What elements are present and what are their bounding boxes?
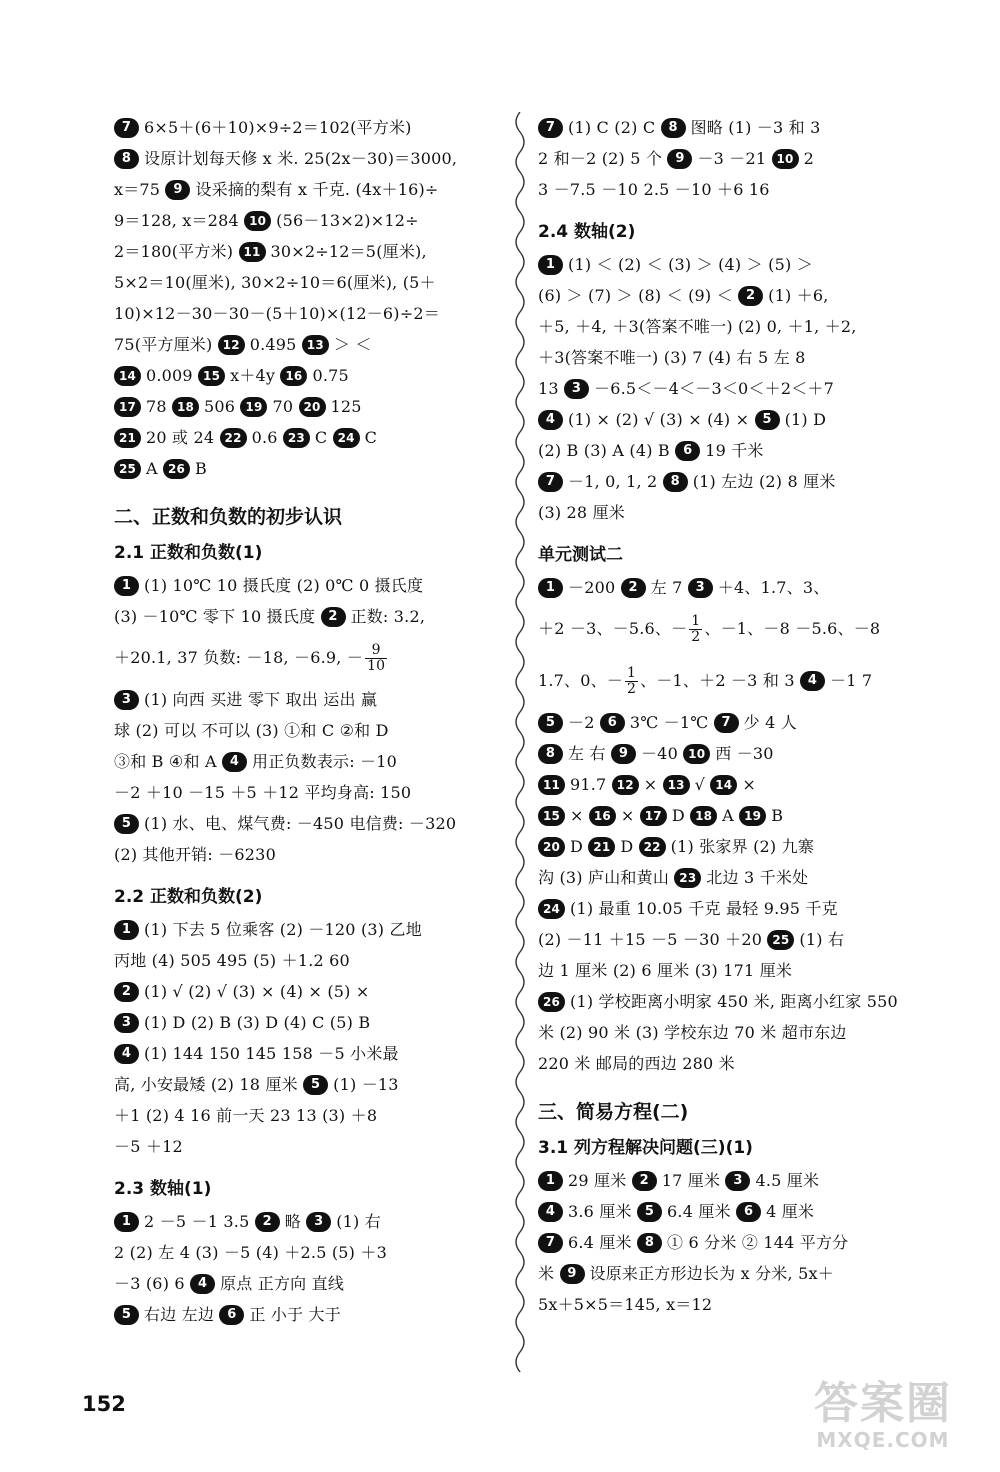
answer-text: 220 米 邮局的西边 280 米 xyxy=(538,1054,735,1073)
answer-text: 2 (2) 左 4 (3) －5 (4) ＋2.5 (5) ＋3 xyxy=(114,1243,387,1262)
question-number-badge: 8 xyxy=(637,1233,662,1253)
answer-text: 左 右 xyxy=(568,744,611,763)
answer-text: (1) ＜ (2) ＜ (3) ＞ (4) ＞ (5) ＞ xyxy=(568,255,813,274)
answer-text: 506 xyxy=(204,397,241,416)
question-number-badge: 17 xyxy=(114,397,141,417)
answer-text: 右边 左边 xyxy=(144,1305,220,1324)
answers-block-top-right xyxy=(538,112,934,205)
answer-line xyxy=(114,976,506,1007)
answer-text: (2) －11 ＋15 －5 －30 ＋20 xyxy=(538,930,768,949)
question-number-badge: 7 xyxy=(114,118,139,138)
answer-text: 设原计划每天修 x 米. 25(2x－30)＝3000, xyxy=(144,149,458,168)
answer-text: 少 4 人 xyxy=(743,713,797,732)
answer-text: 17 厘米 xyxy=(661,1171,726,1190)
answer-line xyxy=(538,831,934,862)
question-number-badge: 3 xyxy=(725,1171,750,1191)
answer-text: ＋3(答案不唯一) (3) 7 (4) 右 5 左 8 xyxy=(538,348,806,367)
answer-text: 米 (2) 90 米 (3) 学校东边 70 米 超市东边 xyxy=(538,1023,847,1042)
question-number-badge: 24 xyxy=(538,899,565,919)
question-number-badge: 20 xyxy=(538,837,565,857)
answer-text: ＋4、1.7、3、 xyxy=(717,578,830,597)
answer-line xyxy=(538,1165,934,1196)
answer-text: －200 xyxy=(568,578,621,597)
answer-text: 4 厘米 xyxy=(766,1202,815,1221)
answer-text: (1) 右 xyxy=(799,930,845,949)
answer-text: 91.7 xyxy=(570,775,612,794)
answer-text: (3) 28 厘米 xyxy=(538,503,625,522)
answer-line xyxy=(114,684,506,715)
answer-text: 高, 小安最矮 (2) 18 厘米 xyxy=(114,1075,304,1094)
answer-text: 左 7 xyxy=(650,578,688,597)
answer-text: －3 (6) 6 xyxy=(114,1274,191,1293)
answer-text: 北边 3 千米处 xyxy=(706,868,809,887)
answer-line xyxy=(538,174,934,205)
answer-text: 西 －30 xyxy=(715,744,774,763)
unit-test-line-1 xyxy=(538,572,934,603)
question-number-badge: 1 xyxy=(538,1171,563,1191)
question-number-badge: 21 xyxy=(114,428,141,448)
question-number-badge: 3 xyxy=(114,1013,139,1033)
answer-line xyxy=(538,986,934,1017)
question-number-badge: 16 xyxy=(589,806,616,826)
answer-text: 米 xyxy=(538,1264,560,1283)
question-number-badge: 4 xyxy=(538,410,563,430)
answer-line xyxy=(538,112,934,143)
question-number-badge: 22 xyxy=(639,837,666,857)
question-number-badge: 23 xyxy=(283,428,310,448)
answer-line xyxy=(114,360,506,391)
answer-line xyxy=(114,570,506,601)
question-number-badge: 6 xyxy=(736,1202,761,1222)
answer-text: 正 小于 大于 xyxy=(249,1305,341,1324)
answer-text: (1) D (2) B (3) D (4) C (5) B xyxy=(144,1013,371,1032)
answer-line xyxy=(538,143,934,174)
answer-line xyxy=(114,601,506,632)
question-number-badge: 14 xyxy=(710,775,737,795)
answer-text: 20 或 24 xyxy=(146,428,220,447)
watermark-logo: 答案圈 MXQE.COM xyxy=(814,1378,952,1452)
question-number-badge: 3 xyxy=(688,578,713,598)
question-number-badge: 11 xyxy=(239,242,266,262)
question-number-badge: 7 xyxy=(538,118,563,138)
answer-line xyxy=(538,1227,934,1258)
answer-text: 球 (2) 可以 不可以 (3) ①和 C ②和 D xyxy=(114,721,389,740)
answer-text: × xyxy=(742,775,756,794)
answer-line xyxy=(538,1048,934,1079)
answer-text: 5×2＝10(厘米), 30×2÷10＝6(厘米), (5＋ xyxy=(114,273,436,292)
question-number-badge: 19 xyxy=(240,397,267,417)
answer-line xyxy=(114,422,506,453)
answer-line xyxy=(114,1007,506,1038)
answer-line xyxy=(538,1289,934,1320)
answer-text: B xyxy=(195,459,208,478)
answer-text: √ xyxy=(694,775,711,794)
answer-line xyxy=(114,777,506,808)
answer-text: ③和 B ④和 A xyxy=(114,752,223,771)
question-number-badge: 5 xyxy=(114,814,139,834)
answer-text: 正数: 3.2, xyxy=(350,607,426,626)
answer-text: (1) C (2) C xyxy=(568,118,661,137)
question-number-badge: 25 xyxy=(114,459,141,479)
answer-text: 125 xyxy=(330,397,362,416)
question-number-badge: 4 xyxy=(538,1202,563,1222)
question-number-badge: 13 xyxy=(663,775,690,795)
answer-line xyxy=(114,329,506,360)
answer-text: (1) 向西 买进 零下 取出 运出 赢 xyxy=(144,690,378,709)
answer-line xyxy=(114,143,506,174)
answers-2-1-c xyxy=(114,684,506,870)
answer-line xyxy=(538,373,934,404)
subsection-title-2-4: 2.4 数轴(2) xyxy=(538,222,636,242)
answer-line xyxy=(538,572,934,603)
question-number-badge: 9 xyxy=(611,744,636,764)
answer-text: －2 ＋10 －15 ＋5 ＋12 平均身高: 150 xyxy=(114,783,412,802)
question-number-badge: 21 xyxy=(588,837,615,857)
question-number-badge: 8 xyxy=(663,472,688,492)
question-number-badge: 7 xyxy=(538,1233,563,1253)
answer-text: A xyxy=(146,459,164,478)
answer-text: 2 －5 －1 3.5 xyxy=(144,1212,255,1231)
answer-text: 29 厘米 xyxy=(568,1171,632,1190)
answer-line-fraction: ＋20.1, 37 负数: －18, －6.9, － $\frac{9}{10}$ xyxy=(114,642,386,674)
unit-test-rest xyxy=(538,707,934,1079)
answer-text: 78 xyxy=(146,397,173,416)
answers-2-1-a xyxy=(114,570,506,601)
answer-text: (1) √ (2) √ (3) × (4) × (5) × xyxy=(144,982,370,1001)
answer-line xyxy=(114,205,506,236)
answer-text: －2 xyxy=(568,713,600,732)
answer-line xyxy=(538,707,934,738)
section-title-2: 二、正数和负数的初步认识 xyxy=(114,506,343,528)
answer-text: ＋1 (2) 4 16 前一天 23 13 (3) ＋8 xyxy=(114,1106,378,1125)
question-number-badge: 16 xyxy=(280,366,307,386)
answer-line xyxy=(114,1299,506,1330)
answer-text: －6.5＜－4＜－3＜0＜＋2＜＋7 xyxy=(594,379,834,398)
answer-text: 30×2÷12＝5(厘米), xyxy=(270,242,427,261)
question-number-badge: 10 xyxy=(772,149,799,169)
answer-text: (1) D xyxy=(784,410,827,429)
answer-line xyxy=(114,839,506,870)
question-number-badge: 12 xyxy=(218,335,245,355)
answer-text: (1) ＋6, xyxy=(768,286,829,305)
answer-text: 沟 (3) 庐山和黄山 xyxy=(538,868,675,887)
answer-text: 3.6 厘米 xyxy=(568,1202,638,1221)
question-number-badge: 1 xyxy=(114,576,139,596)
answer-text: × xyxy=(620,806,640,825)
question-number-badge: 2 xyxy=(255,1212,280,1232)
answer-line xyxy=(538,466,934,497)
question-number-badge: 26 xyxy=(538,992,565,1012)
answer-text: (1) 右 xyxy=(336,1212,381,1231)
question-number-badge: 8 xyxy=(538,744,563,764)
question-number-badge: 18 xyxy=(172,397,199,417)
answer-line xyxy=(114,267,506,298)
question-number-badge: 7 xyxy=(714,713,739,733)
answer-line xyxy=(538,924,934,955)
answers-block-top xyxy=(114,112,506,484)
answer-line xyxy=(538,893,934,924)
answer-text: －1 7 xyxy=(830,671,873,690)
answers-2-2 xyxy=(114,914,506,1162)
question-number-badge: 7 xyxy=(538,472,563,492)
answer-text: (6) ＞ (7) ＞ (8) ＜ (9) ＜ xyxy=(538,286,739,305)
fraction-9-10: $\frac{9}{10}$ xyxy=(367,642,386,674)
question-number-badge: 10 xyxy=(244,211,271,231)
answer-line xyxy=(114,298,506,329)
answer-line xyxy=(114,914,506,945)
question-number-badge: 5 xyxy=(538,713,563,733)
answer-text: 19 千米 xyxy=(705,441,764,460)
answer-text: 2 xyxy=(803,149,814,168)
question-number-badge: 22 xyxy=(220,428,247,448)
question-number-badge: 5 xyxy=(114,1305,139,1325)
question-number-badge: 8 xyxy=(114,149,139,169)
answer-line xyxy=(114,1206,506,1237)
question-number-badge: 14 xyxy=(114,366,141,386)
answer-text: (1) 下去 5 位乘客 (2) －120 (3) 乙地 xyxy=(144,920,422,939)
page-number: 152 xyxy=(82,1392,126,1416)
subsection-title-2-1: 2.1 正数和负数(1) xyxy=(114,543,263,563)
question-number-badge: 3 xyxy=(306,1212,331,1232)
question-number-badge: 9 xyxy=(667,149,692,169)
question-number-badge: 5 xyxy=(303,1075,328,1095)
question-number-badge: 4 xyxy=(114,1044,139,1064)
answer-line xyxy=(538,1017,934,1048)
answer-text: (1) × (2) √ (3) × (4) × xyxy=(568,410,755,429)
answer-text: －5 ＋12 xyxy=(114,1137,183,1156)
question-number-badge: 17 xyxy=(640,806,667,826)
question-number-badge: 6 xyxy=(219,1305,244,1325)
question-number-badge: 9 xyxy=(165,180,190,200)
answer-text: (1) 10℃ 10 摄氏度 (2) 0℃ 0 摄氏度 xyxy=(144,576,424,595)
answer-line xyxy=(538,738,934,769)
answer-text: (2) B (3) A (4) B xyxy=(538,441,676,460)
answer-line xyxy=(114,174,506,205)
answer-text: (1) 学校距离小明家 450 米, 距离小红家 550 xyxy=(570,992,898,1011)
answer-text: ＋5, ＋4, ＋3(答案不唯一) (2) 0, ＋1, ＋2, xyxy=(538,317,857,336)
answer-line xyxy=(114,453,506,484)
answer-text: 9＝128, x＝284 xyxy=(114,211,245,230)
answer-text: (1) 水、电、煤气费: －450 电信费: －320 xyxy=(144,814,457,833)
answer-text: D xyxy=(620,837,639,856)
answer-text: 6.4 厘米 xyxy=(667,1202,737,1221)
answer-text: (1) 张家界 (2) 九寨 xyxy=(670,837,815,856)
answer-line xyxy=(538,342,934,373)
answer-text: 0.6 xyxy=(251,428,283,447)
answer-line xyxy=(538,1196,934,1227)
question-number-badge: 15 xyxy=(538,806,565,826)
answer-line xyxy=(114,715,506,746)
answer-line xyxy=(114,1069,506,1100)
unit-test-line-2: ＋2 －3、－5.6、－ $\frac{1}{2}$ 、－1、－8 －5.6、－8 xyxy=(538,613,881,645)
question-number-badge: 19 xyxy=(739,806,766,826)
answer-text: 4.5 厘米 xyxy=(755,1171,820,1190)
unit-test-title: 单元测试二 xyxy=(538,545,623,565)
answer-line xyxy=(538,249,934,280)
answer-text: A xyxy=(722,806,740,825)
question-number-badge: 10 xyxy=(683,744,710,764)
left-column xyxy=(114,112,506,1330)
answer-text: ＞ ＜ xyxy=(333,335,372,354)
question-number-badge: 23 xyxy=(674,868,701,888)
question-number-badge: 8 xyxy=(661,118,686,138)
answer-line xyxy=(114,1131,506,1162)
answer-line xyxy=(538,800,934,831)
answer-text: 6×5＋(6＋10)×9÷2＝102(平方米) xyxy=(144,118,412,137)
answer-text: (1) －13 xyxy=(333,1075,399,1094)
answer-text: D xyxy=(570,837,589,856)
right-column xyxy=(538,112,934,1320)
answer-line xyxy=(538,404,934,435)
answer-text: D xyxy=(671,806,691,825)
answer-text: C xyxy=(364,428,378,447)
answer-text: 75(平方厘米) xyxy=(114,335,218,354)
question-number-badge: 1 xyxy=(114,1212,139,1232)
answer-text: 13 xyxy=(538,379,565,398)
answer-line xyxy=(114,746,506,777)
question-number-badge: 26 xyxy=(163,459,190,479)
question-number-badge: 3 xyxy=(114,690,139,710)
answer-text: －1, 0, 1, 2 xyxy=(568,472,663,491)
answer-text: 用正负数表示: －10 xyxy=(252,752,398,771)
answer-text: 5x＋5×5＝145, x＝12 xyxy=(538,1295,713,1314)
answer-line xyxy=(114,236,506,267)
answer-text: 图略 (1) －3 和 3 xyxy=(690,118,821,137)
question-number-badge: 12 xyxy=(612,775,639,795)
section-title-3: 三、简易方程(二) xyxy=(538,1101,689,1123)
question-number-badge: 20 xyxy=(299,397,326,417)
answer-text: (56－13×2)×12÷ xyxy=(276,211,419,230)
answer-text: x＋4y xyxy=(230,366,281,385)
answer-text: (1) 最重 10.05 千克 最轻 9.95 千克 xyxy=(570,899,838,918)
answer-line xyxy=(114,1100,506,1131)
answer-line xyxy=(538,497,934,528)
question-number-badge: 5 xyxy=(755,410,780,430)
answer-text: (1) 左边 (2) 8 厘米 xyxy=(692,472,836,491)
question-number-badge: 9 xyxy=(560,1264,585,1284)
answer-text: (2) 其他开销: －6230 xyxy=(114,845,276,864)
subsection-title-2-3: 2.3 数轴(1) xyxy=(114,1179,212,1199)
answer-text: 10)×12－30－30－(5＋10)×(12－6)÷2＝ xyxy=(114,304,440,323)
answer-text: C xyxy=(314,428,333,447)
answer-line xyxy=(538,1258,934,1289)
question-number-badge: 4 xyxy=(800,671,825,691)
answer-text: 2 和－2 (2) 5 个 xyxy=(538,149,668,168)
question-number-badge: 2 xyxy=(621,578,646,598)
question-number-badge: 2 xyxy=(632,1171,657,1191)
answer-text: B xyxy=(771,806,784,825)
question-number-badge: 11 xyxy=(538,775,565,795)
answers-2-3 xyxy=(114,1206,506,1330)
answer-line xyxy=(114,945,506,976)
question-number-badge: 6 xyxy=(675,441,700,461)
answer-text: －3 －21 xyxy=(697,149,772,168)
question-number-badge: 15 xyxy=(198,366,225,386)
answer-line xyxy=(538,280,934,311)
answer-line xyxy=(114,1268,506,1299)
unit-test-line-3: 1.7、0、－ $\frac{1}{2}$ 、－1、＋2 －3 和 3 4 －1 7 xyxy=(538,665,873,697)
question-number-badge: 2 xyxy=(738,286,763,306)
question-number-badge: 2 xyxy=(321,607,346,627)
answers-2-1-b xyxy=(114,601,506,632)
subsection-title-3-1: 3.1 列方程解决问题(三)(1) xyxy=(538,1138,753,1158)
answer-text: 0.009 xyxy=(146,366,199,385)
question-number-badge: 2 xyxy=(114,982,139,1002)
answer-text: 3℃ －1℃ xyxy=(629,713,714,732)
answer-text: ① 6 分米 ② 144 平方分 xyxy=(667,1233,849,1252)
answer-line xyxy=(538,435,934,466)
answers-3-1 xyxy=(538,1165,934,1320)
answer-text: 0.495 xyxy=(249,335,302,354)
answer-line xyxy=(114,808,506,839)
answer-line xyxy=(538,955,934,986)
question-number-badge: 1 xyxy=(114,920,139,940)
answer-text: 3 －7.5 －10 2.5 －10 ＋6 16 xyxy=(538,180,770,199)
answer-text: 略 xyxy=(284,1212,307,1231)
answer-text: 原点 正方向 直线 xyxy=(220,1274,345,1293)
answer-text: (3) －10℃ 零下 10 摄氏度 xyxy=(114,607,321,626)
answer-text: 设原来正方形边长为 x 分米, 5x＋ xyxy=(589,1264,834,1283)
fraction-1-2: $\frac{1}{2}$ xyxy=(691,613,701,645)
answer-text: －40 xyxy=(640,744,684,763)
answer-text: x＝75 xyxy=(114,180,166,199)
question-number-badge: 1 xyxy=(538,578,563,598)
question-number-badge: 3 xyxy=(564,379,589,399)
question-number-badge: 18 xyxy=(690,806,717,826)
question-number-badge: 5 xyxy=(637,1202,662,1222)
answer-line xyxy=(538,311,934,342)
question-number-badge: 1 xyxy=(538,255,563,275)
answer-line xyxy=(538,862,934,893)
answer-line xyxy=(114,112,506,143)
wavy-column-divider xyxy=(510,112,530,1372)
question-number-badge: 6 xyxy=(600,713,625,733)
subsection-title-2-2: 2.2 正数和负数(2) xyxy=(114,887,263,907)
answer-text: 设采摘的梨有 x 千克. (4x＋16)÷ xyxy=(195,180,439,199)
answer-text: 0.75 xyxy=(312,366,349,385)
answer-text: 70 xyxy=(272,397,299,416)
question-number-badge: 24 xyxy=(333,428,360,448)
answer-text: 丙地 (4) 505 495 (5) ＋1.2 60 xyxy=(114,951,350,970)
fraction-1-2-b: $\frac{1}{2}$ xyxy=(627,665,637,697)
answer-text: 2＝180(平方米) xyxy=(114,242,239,261)
answer-text: (1) 144 150 145 158 －5 小米最 xyxy=(144,1044,399,1063)
answer-text: 6.4 厘米 xyxy=(568,1233,638,1252)
answer-line xyxy=(114,1237,506,1268)
answer-text: 边 1 厘米 (2) 6 厘米 (3) 171 厘米 xyxy=(538,961,793,980)
answer-line xyxy=(114,391,506,422)
question-number-badge: 25 xyxy=(767,930,794,950)
answer-line xyxy=(538,769,934,800)
question-number-badge: 4 xyxy=(190,1274,215,1294)
question-number-badge: 13 xyxy=(302,335,329,355)
answer-line xyxy=(114,1038,506,1069)
answers-2-4 xyxy=(538,249,934,528)
answer-text: × xyxy=(570,806,589,825)
answer-text: × xyxy=(643,775,663,794)
question-number-badge: 4 xyxy=(222,752,247,772)
